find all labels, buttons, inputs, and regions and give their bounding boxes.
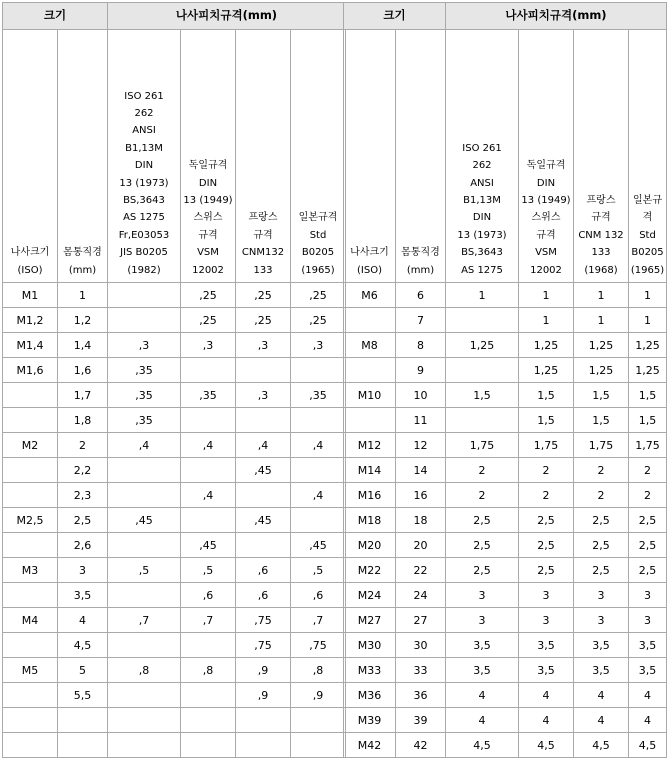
cell-iso-pitch: ,35 xyxy=(108,358,181,383)
cell-body-diameter: 3,5 xyxy=(58,583,108,608)
cell-french-pitch: ,9 xyxy=(236,683,291,708)
subheader-body-diameter: 몸통직경 (mm) xyxy=(396,30,446,283)
cell-body-diameter: 2,3 xyxy=(58,483,108,508)
cell-french-pitch: ,6 xyxy=(236,583,291,608)
cell-french-pitch: 1,25 xyxy=(574,358,629,383)
cell-thread-size: M1,4 xyxy=(3,333,58,358)
cell-jis-pitch: 2 xyxy=(629,458,667,483)
cell-thread-size: M24 xyxy=(344,583,396,608)
cell-iso-pitch xyxy=(446,408,519,433)
cell-thread-size: M18 xyxy=(344,508,396,533)
cell-iso-pitch: 1 xyxy=(446,283,519,308)
cell-iso-pitch xyxy=(108,308,181,333)
cell-din-vsm-pitch: 2,5 xyxy=(519,508,574,533)
cell-body-diameter: 33 xyxy=(396,658,446,683)
cell-french-pitch: 2 xyxy=(574,483,629,508)
cell-jis-pitch: ,25 xyxy=(291,283,346,308)
table-row xyxy=(3,683,346,708)
cell-din-vsm-pitch: 2,5 xyxy=(519,533,574,558)
cell-body-diameter: 1,7 xyxy=(58,383,108,408)
table-row xyxy=(3,358,346,383)
cell-french-pitch: 2,5 xyxy=(574,533,629,558)
cell-thread-size: M27 xyxy=(344,608,396,633)
cell-jis-pitch: 1,25 xyxy=(629,333,667,358)
cell-iso-pitch xyxy=(108,733,181,758)
table-row xyxy=(3,708,346,733)
cell-body-diameter: 5 xyxy=(58,658,108,683)
cell-jis-pitch: 1,25 xyxy=(629,358,667,383)
cell-jis-pitch: ,75 xyxy=(291,633,346,658)
cell-din-vsm-pitch xyxy=(181,358,236,383)
cell-body-diameter: 5,5 xyxy=(58,683,108,708)
cell-din-vsm-pitch: 3,5 xyxy=(519,633,574,658)
table-row xyxy=(344,658,667,683)
cell-body-diameter xyxy=(58,733,108,758)
cell-jis-pitch xyxy=(291,708,346,733)
cell-body-diameter: 12 xyxy=(396,433,446,458)
cell-din-vsm-pitch: 4 xyxy=(519,708,574,733)
size-header: 크기 xyxy=(3,3,108,30)
cell-french-pitch xyxy=(236,408,291,433)
table-row xyxy=(344,333,667,358)
cell-iso-pitch xyxy=(108,533,181,558)
cell-body-diameter: 42 xyxy=(396,733,446,758)
cell-iso-pitch: 2,5 xyxy=(446,533,519,558)
cell-iso-pitch: ,5 xyxy=(108,558,181,583)
cell-thread-size: M5 xyxy=(3,658,58,683)
cell-din-vsm-pitch: ,8 xyxy=(181,658,236,683)
cell-din-vsm-pitch: 3,5 xyxy=(519,658,574,683)
table-row xyxy=(344,358,667,383)
cell-thread-size: M16 xyxy=(344,483,396,508)
cell-iso-pitch xyxy=(108,283,181,308)
cell-din-vsm-pitch: 1,5 xyxy=(519,383,574,408)
cell-french-pitch: 1 xyxy=(574,283,629,308)
cell-din-vsm-pitch xyxy=(181,633,236,658)
cell-body-diameter: 27 xyxy=(396,608,446,633)
cell-french-pitch: ,45 xyxy=(236,508,291,533)
cell-french-pitch xyxy=(236,708,291,733)
cell-jis-pitch: ,35 xyxy=(291,383,346,408)
cell-jis-pitch: ,3 xyxy=(291,333,346,358)
cell-french-pitch: ,25 xyxy=(236,308,291,333)
cell-iso-pitch: 1,75 xyxy=(446,433,519,458)
cell-jis-pitch: 2,5 xyxy=(629,533,667,558)
subheader-german-swiss-standard: 독일규격 DIN 13 (1949) 스위스 규격 VSM 12002 xyxy=(181,30,236,283)
cell-french-pitch: ,25 xyxy=(236,283,291,308)
cell-jis-pitch: ,7 xyxy=(291,608,346,633)
cell-thread-size xyxy=(344,408,396,433)
cell-jis-pitch xyxy=(291,408,346,433)
cell-body-diameter: 1,2 xyxy=(58,308,108,333)
thread-pitch-table-left xyxy=(2,2,346,758)
cell-din-vsm-pitch xyxy=(181,508,236,533)
cell-french-pitch: 3,5 xyxy=(574,633,629,658)
table-row xyxy=(3,433,346,458)
table-row xyxy=(344,508,667,533)
cell-french-pitch: 1,75 xyxy=(574,433,629,458)
cell-body-diameter: 6 xyxy=(396,283,446,308)
table-body xyxy=(3,283,346,758)
table-row xyxy=(344,483,667,508)
cell-body-diameter: 2,5 xyxy=(58,508,108,533)
cell-french-pitch xyxy=(236,358,291,383)
cell-thread-size: M4 xyxy=(3,608,58,633)
cell-jis-pitch: ,5 xyxy=(291,558,346,583)
cell-french-pitch: 4 xyxy=(574,708,629,733)
cell-thread-size xyxy=(3,683,58,708)
cell-thread-size: M22 xyxy=(344,558,396,583)
cell-thread-size: M1 xyxy=(3,283,58,308)
table-row xyxy=(344,558,667,583)
cell-jis-pitch xyxy=(291,733,346,758)
cell-body-diameter xyxy=(58,708,108,733)
cell-jis-pitch xyxy=(291,458,346,483)
cell-thread-size: M2 xyxy=(3,433,58,458)
cell-din-vsm-pitch: 2 xyxy=(519,458,574,483)
cell-iso-pitch xyxy=(108,483,181,508)
cell-din-vsm-pitch xyxy=(181,708,236,733)
cell-body-diameter: 24 xyxy=(396,583,446,608)
cell-din-vsm-pitch: ,4 xyxy=(181,483,236,508)
cell-din-vsm-pitch xyxy=(181,683,236,708)
cell-iso-pitch xyxy=(446,358,519,383)
cell-din-vsm-pitch: 2 xyxy=(519,483,574,508)
table-row xyxy=(3,533,346,558)
cell-jis-pitch: ,6 xyxy=(291,583,346,608)
cell-body-diameter: 1,6 xyxy=(58,358,108,383)
cell-jis-pitch: ,4 xyxy=(291,483,346,508)
cell-french-pitch: 3 xyxy=(574,608,629,633)
cell-french-pitch: ,3 xyxy=(236,333,291,358)
cell-body-diameter: 1,8 xyxy=(58,408,108,433)
cell-iso-pitch: ,35 xyxy=(108,408,181,433)
cell-iso-pitch: ,7 xyxy=(108,608,181,633)
table-row xyxy=(3,283,346,308)
cell-thread-size: M30 xyxy=(344,633,396,658)
pitch-spec-header: 나사피치규격(mm) xyxy=(446,3,667,30)
cell-french-pitch: 3 xyxy=(574,583,629,608)
cell-thread-size: M2,5 xyxy=(3,508,58,533)
cell-body-diameter: 10 xyxy=(396,383,446,408)
cell-thread-size xyxy=(3,383,58,408)
cell-din-vsm-pitch: 4 xyxy=(519,683,574,708)
cell-jis-pitch: 3,5 xyxy=(629,633,667,658)
cell-french-pitch: ,9 xyxy=(236,658,291,683)
cell-thread-size: M42 xyxy=(344,733,396,758)
table-row xyxy=(3,333,346,358)
subheader-german-swiss-standard: 독일규격 DIN 13 (1949) 스위스 규격 VSM 12002 xyxy=(519,30,574,283)
cell-jis-pitch: ,4 xyxy=(291,433,346,458)
cell-din-vsm-pitch: 1,5 xyxy=(519,408,574,433)
cell-body-diameter: 16 xyxy=(396,483,446,508)
table-row xyxy=(344,383,667,408)
table-row xyxy=(344,633,667,658)
cell-iso-pitch: 4 xyxy=(446,683,519,708)
cell-iso-pitch xyxy=(108,708,181,733)
table-row xyxy=(3,633,346,658)
cell-thread-size: M14 xyxy=(344,458,396,483)
cell-jis-pitch: 1,5 xyxy=(629,408,667,433)
cell-body-diameter: 1 xyxy=(58,283,108,308)
cell-din-vsm-pitch xyxy=(181,408,236,433)
cell-body-diameter: 18 xyxy=(396,508,446,533)
cell-thread-size xyxy=(3,733,58,758)
cell-iso-pitch: 2 xyxy=(446,483,519,508)
table-body xyxy=(344,283,667,758)
cell-body-diameter: 1,4 xyxy=(58,333,108,358)
cell-jis-pitch: 2 xyxy=(629,483,667,508)
cell-french-pitch: 4 xyxy=(574,683,629,708)
cell-din-vsm-pitch: ,25 xyxy=(181,283,236,308)
cell-french-pitch: 2,5 xyxy=(574,508,629,533)
cell-body-diameter: 4 xyxy=(58,608,108,633)
cell-iso-pitch xyxy=(108,458,181,483)
cell-iso-pitch: 2,5 xyxy=(446,508,519,533)
cell-french-pitch: 2 xyxy=(574,458,629,483)
cell-din-vsm-pitch: ,6 xyxy=(181,583,236,608)
cell-jis-pitch: 1,75 xyxy=(629,433,667,458)
cell-iso-pitch: 4,5 xyxy=(446,733,519,758)
table-row xyxy=(344,408,667,433)
cell-thread-size: M10 xyxy=(344,383,396,408)
cell-jis-pitch xyxy=(291,358,346,383)
cell-din-vsm-pitch: 4,5 xyxy=(519,733,574,758)
cell-din-vsm-pitch: 1,75 xyxy=(519,433,574,458)
cell-din-vsm-pitch: 1 xyxy=(519,308,574,333)
cell-din-vsm-pitch: 1,25 xyxy=(519,358,574,383)
cell-body-diameter: 14 xyxy=(396,458,446,483)
cell-french-pitch: 1 xyxy=(574,308,629,333)
cell-din-vsm-pitch xyxy=(181,733,236,758)
cell-thread-size xyxy=(3,583,58,608)
cell-iso-pitch: ,4 xyxy=(108,433,181,458)
cell-thread-size xyxy=(3,408,58,433)
cell-din-vsm-pitch: ,7 xyxy=(181,608,236,633)
cell-thread-size: M6 xyxy=(344,283,396,308)
subheader-japanese-standard: 일본규격 Std B0205 (1965) xyxy=(291,30,346,283)
cell-thread-size xyxy=(3,458,58,483)
cell-iso-pitch: 3,5 xyxy=(446,633,519,658)
cell-jis-pitch: 4 xyxy=(629,708,667,733)
cell-body-diameter: 20 xyxy=(396,533,446,558)
cell-din-vsm-pitch: 1,25 xyxy=(519,333,574,358)
cell-thread-size xyxy=(3,633,58,658)
cell-jis-pitch: ,45 xyxy=(291,533,346,558)
cell-body-diameter: 30 xyxy=(396,633,446,658)
cell-french-pitch: 1,5 xyxy=(574,383,629,408)
cell-french-pitch: 3,5 xyxy=(574,658,629,683)
cell-jis-pitch: 4 xyxy=(629,683,667,708)
standards-subheader-row xyxy=(344,30,667,283)
subheader-japanese-standard: 일본규격 Std B0205 (1965) xyxy=(629,30,667,283)
cell-jis-pitch: 1,5 xyxy=(629,383,667,408)
cell-french-pitch: 4,5 xyxy=(574,733,629,758)
cell-jis-pitch: 2,5 xyxy=(629,558,667,583)
cell-thread-size: M12 xyxy=(344,433,396,458)
table-row xyxy=(3,558,346,583)
subheader-french-standard: 프랑스 규격 CNM132 133 xyxy=(236,30,291,283)
subheader-body-diameter: 몸통직경 (mm) xyxy=(58,30,108,283)
table-row xyxy=(344,583,667,608)
cell-jis-pitch: 1 xyxy=(629,308,667,333)
cell-french-pitch: 1,5 xyxy=(574,408,629,433)
cell-french-pitch: 2,5 xyxy=(574,558,629,583)
cell-thread-size xyxy=(3,708,58,733)
cell-din-vsm-pitch: ,3 xyxy=(181,333,236,358)
cell-din-vsm-pitch: 3 xyxy=(519,608,574,633)
table-row xyxy=(3,658,346,683)
cell-iso-pitch xyxy=(446,308,519,333)
table-row xyxy=(344,683,667,708)
table-row xyxy=(344,708,667,733)
cell-iso-pitch: 2,5 xyxy=(446,558,519,583)
cell-body-diameter: 11 xyxy=(396,408,446,433)
cell-iso-pitch: ,45 xyxy=(108,508,181,533)
cell-din-vsm-pitch: 1 xyxy=(519,283,574,308)
cell-french-pitch: ,4 xyxy=(236,433,291,458)
cell-body-diameter: 3 xyxy=(58,558,108,583)
cell-jis-pitch: ,9 xyxy=(291,683,346,708)
size-header: 크기 xyxy=(344,3,446,30)
cell-jis-pitch: 3 xyxy=(629,608,667,633)
cell-thread-size: M8 xyxy=(344,333,396,358)
cell-thread-size: M1,2 xyxy=(3,308,58,333)
cell-french-pitch: ,6 xyxy=(236,558,291,583)
cell-body-diameter: 2,6 xyxy=(58,533,108,558)
cell-iso-pitch: 3 xyxy=(446,583,519,608)
cell-french-pitch: ,3 xyxy=(236,383,291,408)
cell-din-vsm-pitch: ,35 xyxy=(181,383,236,408)
cell-french-pitch xyxy=(236,533,291,558)
cell-body-diameter: 9 xyxy=(396,358,446,383)
subheader-iso-standard: ISO 261 262 ANSI B1,13M DIN 13 (1973) BS,3643 AS 1275 Fr,E03053 JIS B0205 (1982) xyxy=(108,30,181,283)
table-row xyxy=(3,583,346,608)
cell-thread-size xyxy=(3,483,58,508)
cell-thread-size: M3 xyxy=(3,558,58,583)
cell-din-vsm-pitch: 2,5 xyxy=(519,558,574,583)
cell-thread-size xyxy=(344,308,396,333)
cell-iso-pitch: 4 xyxy=(446,708,519,733)
cell-jis-pitch: ,25 xyxy=(291,308,346,333)
cell-din-vsm-pitch: ,25 xyxy=(181,308,236,333)
table-row xyxy=(344,733,667,758)
cell-iso-pitch: ,35 xyxy=(108,383,181,408)
cell-jis-pitch xyxy=(291,508,346,533)
table-row xyxy=(344,433,667,458)
table-row xyxy=(3,408,346,433)
cell-thread-size: M20 xyxy=(344,533,396,558)
cell-iso-pitch: ,8 xyxy=(108,658,181,683)
cell-body-diameter: 22 xyxy=(396,558,446,583)
cell-thread-size: M1,6 xyxy=(3,358,58,383)
table-row xyxy=(3,483,346,508)
table-row xyxy=(3,458,346,483)
table-row xyxy=(3,383,346,408)
cell-din-vsm-pitch: ,4 xyxy=(181,433,236,458)
cell-din-vsm-pitch: ,5 xyxy=(181,558,236,583)
subheader-thread-size: 나사크기 (ISO) xyxy=(344,30,396,283)
cell-iso-pitch xyxy=(108,633,181,658)
cell-jis-pitch: ,8 xyxy=(291,658,346,683)
subheader-french-standard: 프랑스 규격 CNM 132 133 (1968) xyxy=(574,30,629,283)
cell-thread-size xyxy=(344,358,396,383)
table-row xyxy=(344,283,667,308)
cell-iso-pitch: 1,25 xyxy=(446,333,519,358)
cell-iso-pitch: 3,5 xyxy=(446,658,519,683)
thread-pitch-table-right xyxy=(343,2,667,758)
subheader-iso-standard: ISO 261 262 ANSI B1,13M DIN 13 (1973) BS,3643 AS 1275 xyxy=(446,30,519,283)
cell-thread-size: M36 xyxy=(344,683,396,708)
cell-jis-pitch: 3,5 xyxy=(629,658,667,683)
cell-french-pitch: ,45 xyxy=(236,458,291,483)
cell-din-vsm-pitch: 3 xyxy=(519,583,574,608)
cell-body-diameter: 2 xyxy=(58,433,108,458)
cell-body-diameter: 8 xyxy=(396,333,446,358)
cell-jis-pitch: 4,5 xyxy=(629,733,667,758)
cell-body-diameter: 7 xyxy=(396,308,446,333)
cell-iso-pitch: 2 xyxy=(446,458,519,483)
cell-din-vsm-pitch: ,45 xyxy=(181,533,236,558)
cell-iso-pitch: 1,5 xyxy=(446,383,519,408)
cell-jis-pitch: 1 xyxy=(629,283,667,308)
table-row xyxy=(344,533,667,558)
cell-iso-pitch xyxy=(108,683,181,708)
table-row xyxy=(344,458,667,483)
table-row xyxy=(3,733,346,758)
cell-body-diameter: 39 xyxy=(396,708,446,733)
cell-iso-pitch xyxy=(108,583,181,608)
table-row xyxy=(3,308,346,333)
cell-thread-size xyxy=(3,533,58,558)
table-row xyxy=(3,608,346,633)
table-row xyxy=(344,308,667,333)
standards-subheader-row xyxy=(3,30,346,283)
cell-iso-pitch: 3 xyxy=(446,608,519,633)
cell-french-pitch xyxy=(236,733,291,758)
cell-french-pitch xyxy=(236,483,291,508)
cell-french-pitch: ,75 xyxy=(236,608,291,633)
cell-body-diameter: 36 xyxy=(396,683,446,708)
cell-iso-pitch: ,3 xyxy=(108,333,181,358)
cell-french-pitch: 1,25 xyxy=(574,333,629,358)
cell-jis-pitch: 2,5 xyxy=(629,508,667,533)
cell-thread-size: M39 xyxy=(344,708,396,733)
cell-body-diameter: 4,5 xyxy=(58,633,108,658)
cell-thread-size: M33 xyxy=(344,658,396,683)
table-row xyxy=(344,608,667,633)
pitch-spec-header: 나사피치규격(mm) xyxy=(108,3,346,30)
cell-french-pitch: ,75 xyxy=(236,633,291,658)
cell-din-vsm-pitch xyxy=(181,458,236,483)
cell-body-diameter: 2,2 xyxy=(58,458,108,483)
table-row xyxy=(3,508,346,533)
cell-jis-pitch: 3 xyxy=(629,583,667,608)
subheader-thread-size: 나사크기 (ISO) xyxy=(3,30,58,283)
